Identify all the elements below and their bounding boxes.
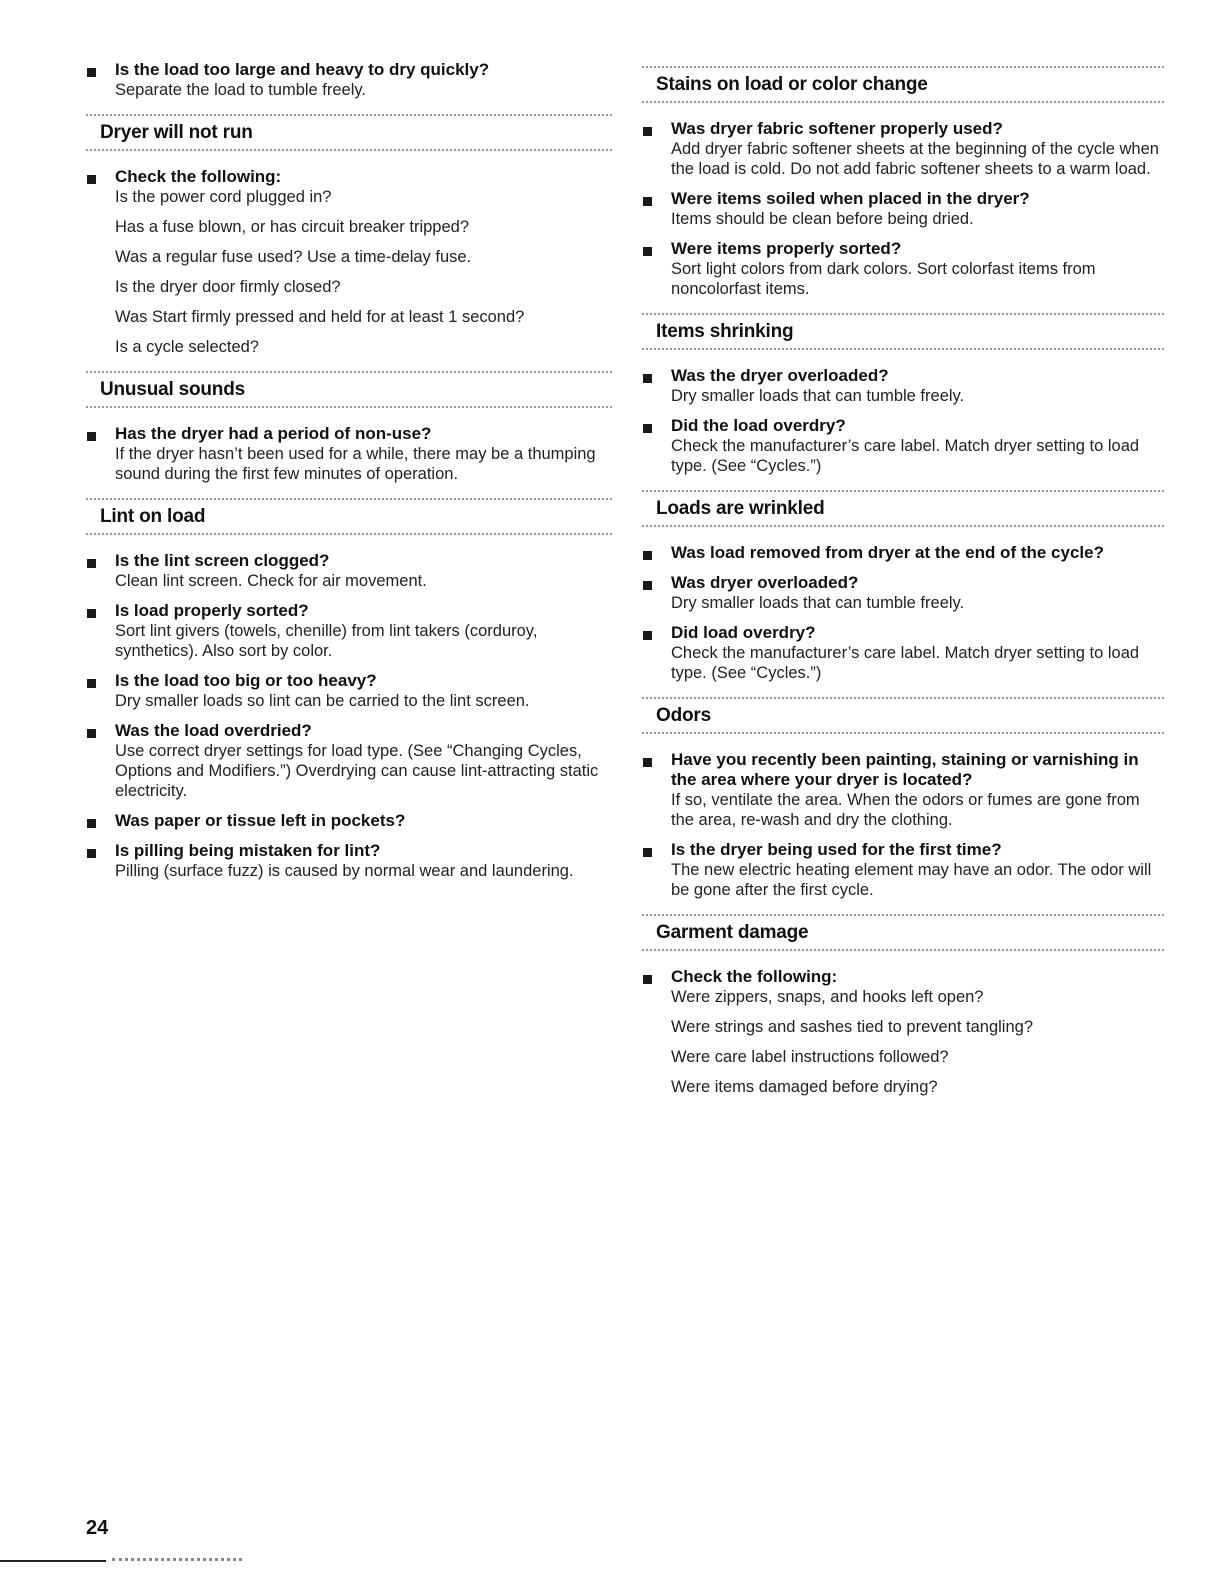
section-header: [642, 697, 1164, 734]
check-line: Were care label instructions followed?: [671, 1048, 949, 1066]
bullet-icon: [643, 631, 652, 640]
question: Was the load overdried?: [115, 721, 312, 740]
answer: If so, ventilate the area. When the odors or fumes are gone from the area, re-wash and dry the clothing.: [671, 791, 1140, 829]
section-header: [642, 313, 1164, 350]
question: Were items properly sorted?: [671, 239, 902, 258]
divider: [86, 406, 612, 408]
section-header: [86, 498, 612, 535]
list-item: [86, 601, 612, 661]
section-header: [86, 114, 612, 151]
divider: [642, 101, 1164, 103]
list-item: [86, 811, 612, 831]
section-title: Garment damage: [656, 922, 809, 943]
section-header: [642, 490, 1164, 527]
bullet-icon: [87, 679, 96, 688]
question: Is the dryer being used for the first time?: [671, 840, 1002, 859]
check-line: Were strings and sashes tied to prevent tangling?: [671, 1018, 1033, 1036]
section-title: Odors: [656, 705, 711, 726]
list-item: [642, 416, 1164, 476]
bullet-icon: [87, 819, 96, 828]
section-title: Unusual sounds: [100, 379, 245, 400]
answer: Were zippers, snaps, and hooks left open?: [671, 988, 984, 1006]
left-column: [86, 60, 612, 891]
question: Did the load overdry?: [671, 416, 846, 435]
bullet-icon: [87, 849, 96, 858]
divider: [642, 949, 1164, 951]
section-title: Items shrinking: [656, 321, 794, 342]
bullet-icon: [643, 374, 652, 383]
footer-rule: [0, 1560, 106, 1562]
question: Is the lint screen clogged?: [115, 551, 330, 570]
bullet-icon: [87, 729, 96, 738]
bullet-icon: [87, 432, 96, 441]
page-number: 24: [86, 1517, 109, 1539]
right-column: [642, 60, 1164, 1107]
bullet-icon: [643, 758, 652, 767]
question: Have you recently been painting, staining or varnishing in the area where your dryer is located?: [671, 750, 1139, 789]
divider: [86, 533, 612, 535]
answer: Clean lint screen. Check for air movement.: [115, 572, 427, 590]
answer: If the dryer hasn’t been used for a while, there may be a thumping sound during the first few minutes of operation.: [115, 445, 596, 483]
bullet-icon: [87, 175, 96, 184]
answer: Is the power cord plugged in?: [115, 188, 332, 206]
list-item: [86, 424, 612, 484]
list-item: [86, 841, 612, 881]
list-item: [86, 167, 612, 357]
check-line: Is a cycle selected?: [115, 338, 259, 356]
answer: Check the manufacturer’s care label. Match dryer setting to load type. (See “Cycles.”): [671, 644, 1140, 682]
divider: [86, 149, 612, 151]
bullet-icon: [643, 581, 652, 590]
list-item: [642, 750, 1164, 830]
answer: The new electric heating element may have an odor. The odor will be gone after the first cycle.: [671, 861, 1152, 899]
answer: Sort light colors from dark colors. Sort colorfast items from noncolorfast items.: [671, 260, 1096, 298]
question: Did load overdry?: [671, 623, 816, 642]
list-item: [642, 543, 1164, 563]
question: Was paper or tissue left in pockets?: [115, 811, 406, 830]
answer: Check the manufacturer’s care label. Match dryer setting to load type. (See “Cycles.”): [671, 437, 1140, 475]
bullet-icon: [87, 68, 96, 77]
list-item: [642, 239, 1164, 299]
answer: Dry smaller loads that can tumble freely.: [671, 594, 965, 612]
bullet-icon: [643, 247, 652, 256]
question: Was the dryer overloaded?: [671, 366, 889, 385]
list-item: [86, 721, 612, 801]
answer: Sort lint givers (towels, chenille) from lint takers (corduroy, synthetics). Also sort by color.: [115, 622, 538, 660]
list-item: [642, 840, 1164, 900]
answer: Dry smaller loads that can tumble freely.: [671, 387, 965, 405]
answer: Add dryer fabric softener sheets at the beginning of the cycle when the load is cold. Do not add fabric softener sheets to a warm load.: [671, 140, 1159, 178]
list-item: [86, 551, 612, 591]
question: Is the load too large and heavy to dry quickly?: [115, 60, 490, 79]
question: Was dryer fabric softener properly used?: [671, 119, 1003, 138]
divider: [642, 525, 1164, 527]
question: Is pilling being mistaken for lint?: [115, 841, 381, 860]
section-title: Lint on load: [100, 506, 206, 527]
answer: Separate the load to tumble freely.: [115, 81, 367, 99]
question: Check the following:: [115, 167, 282, 186]
divider: [642, 348, 1164, 350]
section-title: Loads are wrinkled: [656, 498, 825, 519]
question: Were items soiled when placed in the dryer?: [671, 189, 1030, 208]
section-header: [642, 914, 1164, 951]
question: Check the following:: [671, 967, 838, 986]
answer: Pilling (surface fuzz) is caused by normal wear and laundering.: [115, 862, 574, 880]
question: Is the load too big or too heavy?: [115, 671, 377, 690]
check-line: Has a fuse blown, or has circuit breaker tripped?: [115, 218, 470, 236]
check-line: Were items damaged before drying?: [671, 1078, 938, 1096]
bullet-icon: [643, 197, 652, 206]
answer: Items should be clean before being dried.: [671, 210, 974, 228]
section-header: [86, 371, 612, 408]
list-item: [642, 366, 1164, 406]
divider: [642, 732, 1164, 734]
question: Is load properly sorted?: [115, 601, 309, 620]
question: Has the dryer had a period of non-use?: [115, 424, 432, 443]
bullet-icon: [643, 127, 652, 136]
bullet-icon: [643, 551, 652, 560]
bullet-icon: [643, 975, 652, 984]
section-header: [642, 66, 1164, 103]
list-item: [642, 189, 1164, 229]
bullet-icon: [643, 848, 652, 857]
question: Was load removed from dryer at the end of the cycle?: [671, 543, 1104, 562]
question: Was dryer overloaded?: [671, 573, 859, 592]
list-item: [642, 623, 1164, 683]
check-line: Was a regular fuse used? Use a time-delay fuse.: [115, 248, 472, 266]
section-title: Stains on load or color change: [656, 74, 928, 95]
list-item: [642, 967, 1164, 1097]
list-item: [642, 119, 1164, 179]
bullet-icon: [643, 424, 652, 433]
bullet-icon: [87, 559, 96, 568]
list-item: [642, 573, 1164, 613]
check-line: Is the dryer door firmly closed?: [115, 278, 341, 296]
check-line: Was Start firmly pressed and held for at least 1 second?: [115, 308, 525, 326]
footer-mark: [112, 1558, 242, 1561]
answer: Dry smaller loads so lint can be carried to the lint screen.: [115, 692, 530, 710]
bullet-icon: [87, 609, 96, 618]
section-title: Dryer will not run: [100, 122, 253, 143]
list-item: [86, 671, 612, 711]
list-item: [86, 60, 612, 100]
answer: Use correct dryer settings for load type. (See “Changing Cycles, Options and Modifiers.”) Overdrying can cause lint-attracting static electricity.: [115, 742, 599, 800]
